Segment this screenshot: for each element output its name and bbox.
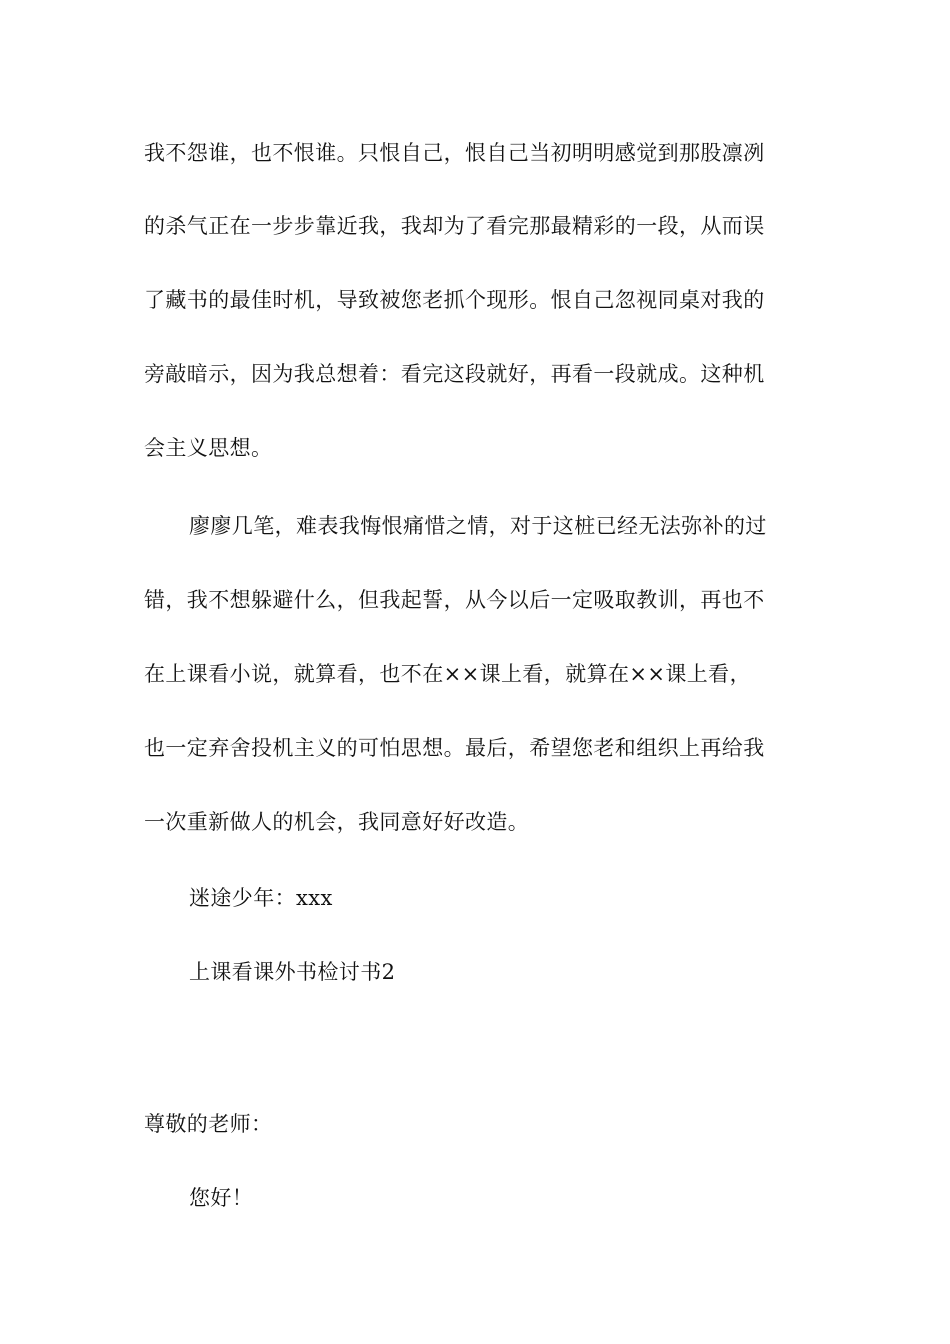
paragraph-line-1: 我不怨谁，也不恨谁。只恨自己，恨自己当初明明感觉到那股凛冽 (144, 141, 765, 165)
paragraph-line-9: 也一定弃舍投机主义的可怕思想。最后，希望您老和组织上再给我 (144, 736, 765, 760)
paragraph-line-4: 旁敲暗示，因为我总想着：看完这段就好，再看一段就成。这种机 (144, 362, 765, 386)
paragraph-line-10: 一次重新做人的机会，我同意好好改造。 (144, 810, 530, 834)
paragraph-line-8: 在上课看小说，就算看，也不在××课上看，就算在××课上看， (144, 662, 751, 686)
signature-line: 迷途少年：xxx (189, 886, 333, 910)
salutation: 尊敬的老师： (144, 1112, 273, 1136)
paragraph-line-6: 廖廖几笔，难表我悔恨痛惜之情，对于这桩已经无法弥补的过 (189, 514, 767, 538)
paragraph-line-3: 了藏书的最佳时机，导致被您老抓个现形。恨自己忽视同桌对我的 (144, 288, 765, 312)
paragraph-line-2: 的杀气正在一步步靠近我，我却为了看完那最精彩的一段，从而误 (144, 214, 765, 238)
next-letter-title: 上课看课外书检讨书2 (189, 960, 396, 984)
paragraph-line-5: 会主义思想。 (144, 436, 273, 460)
greeting: 您好！ (189, 1186, 254, 1210)
paragraph-line-7: 错，我不想躲避什么，但我起誓，从今以后一定吸取教训，再也不 (144, 588, 765, 612)
